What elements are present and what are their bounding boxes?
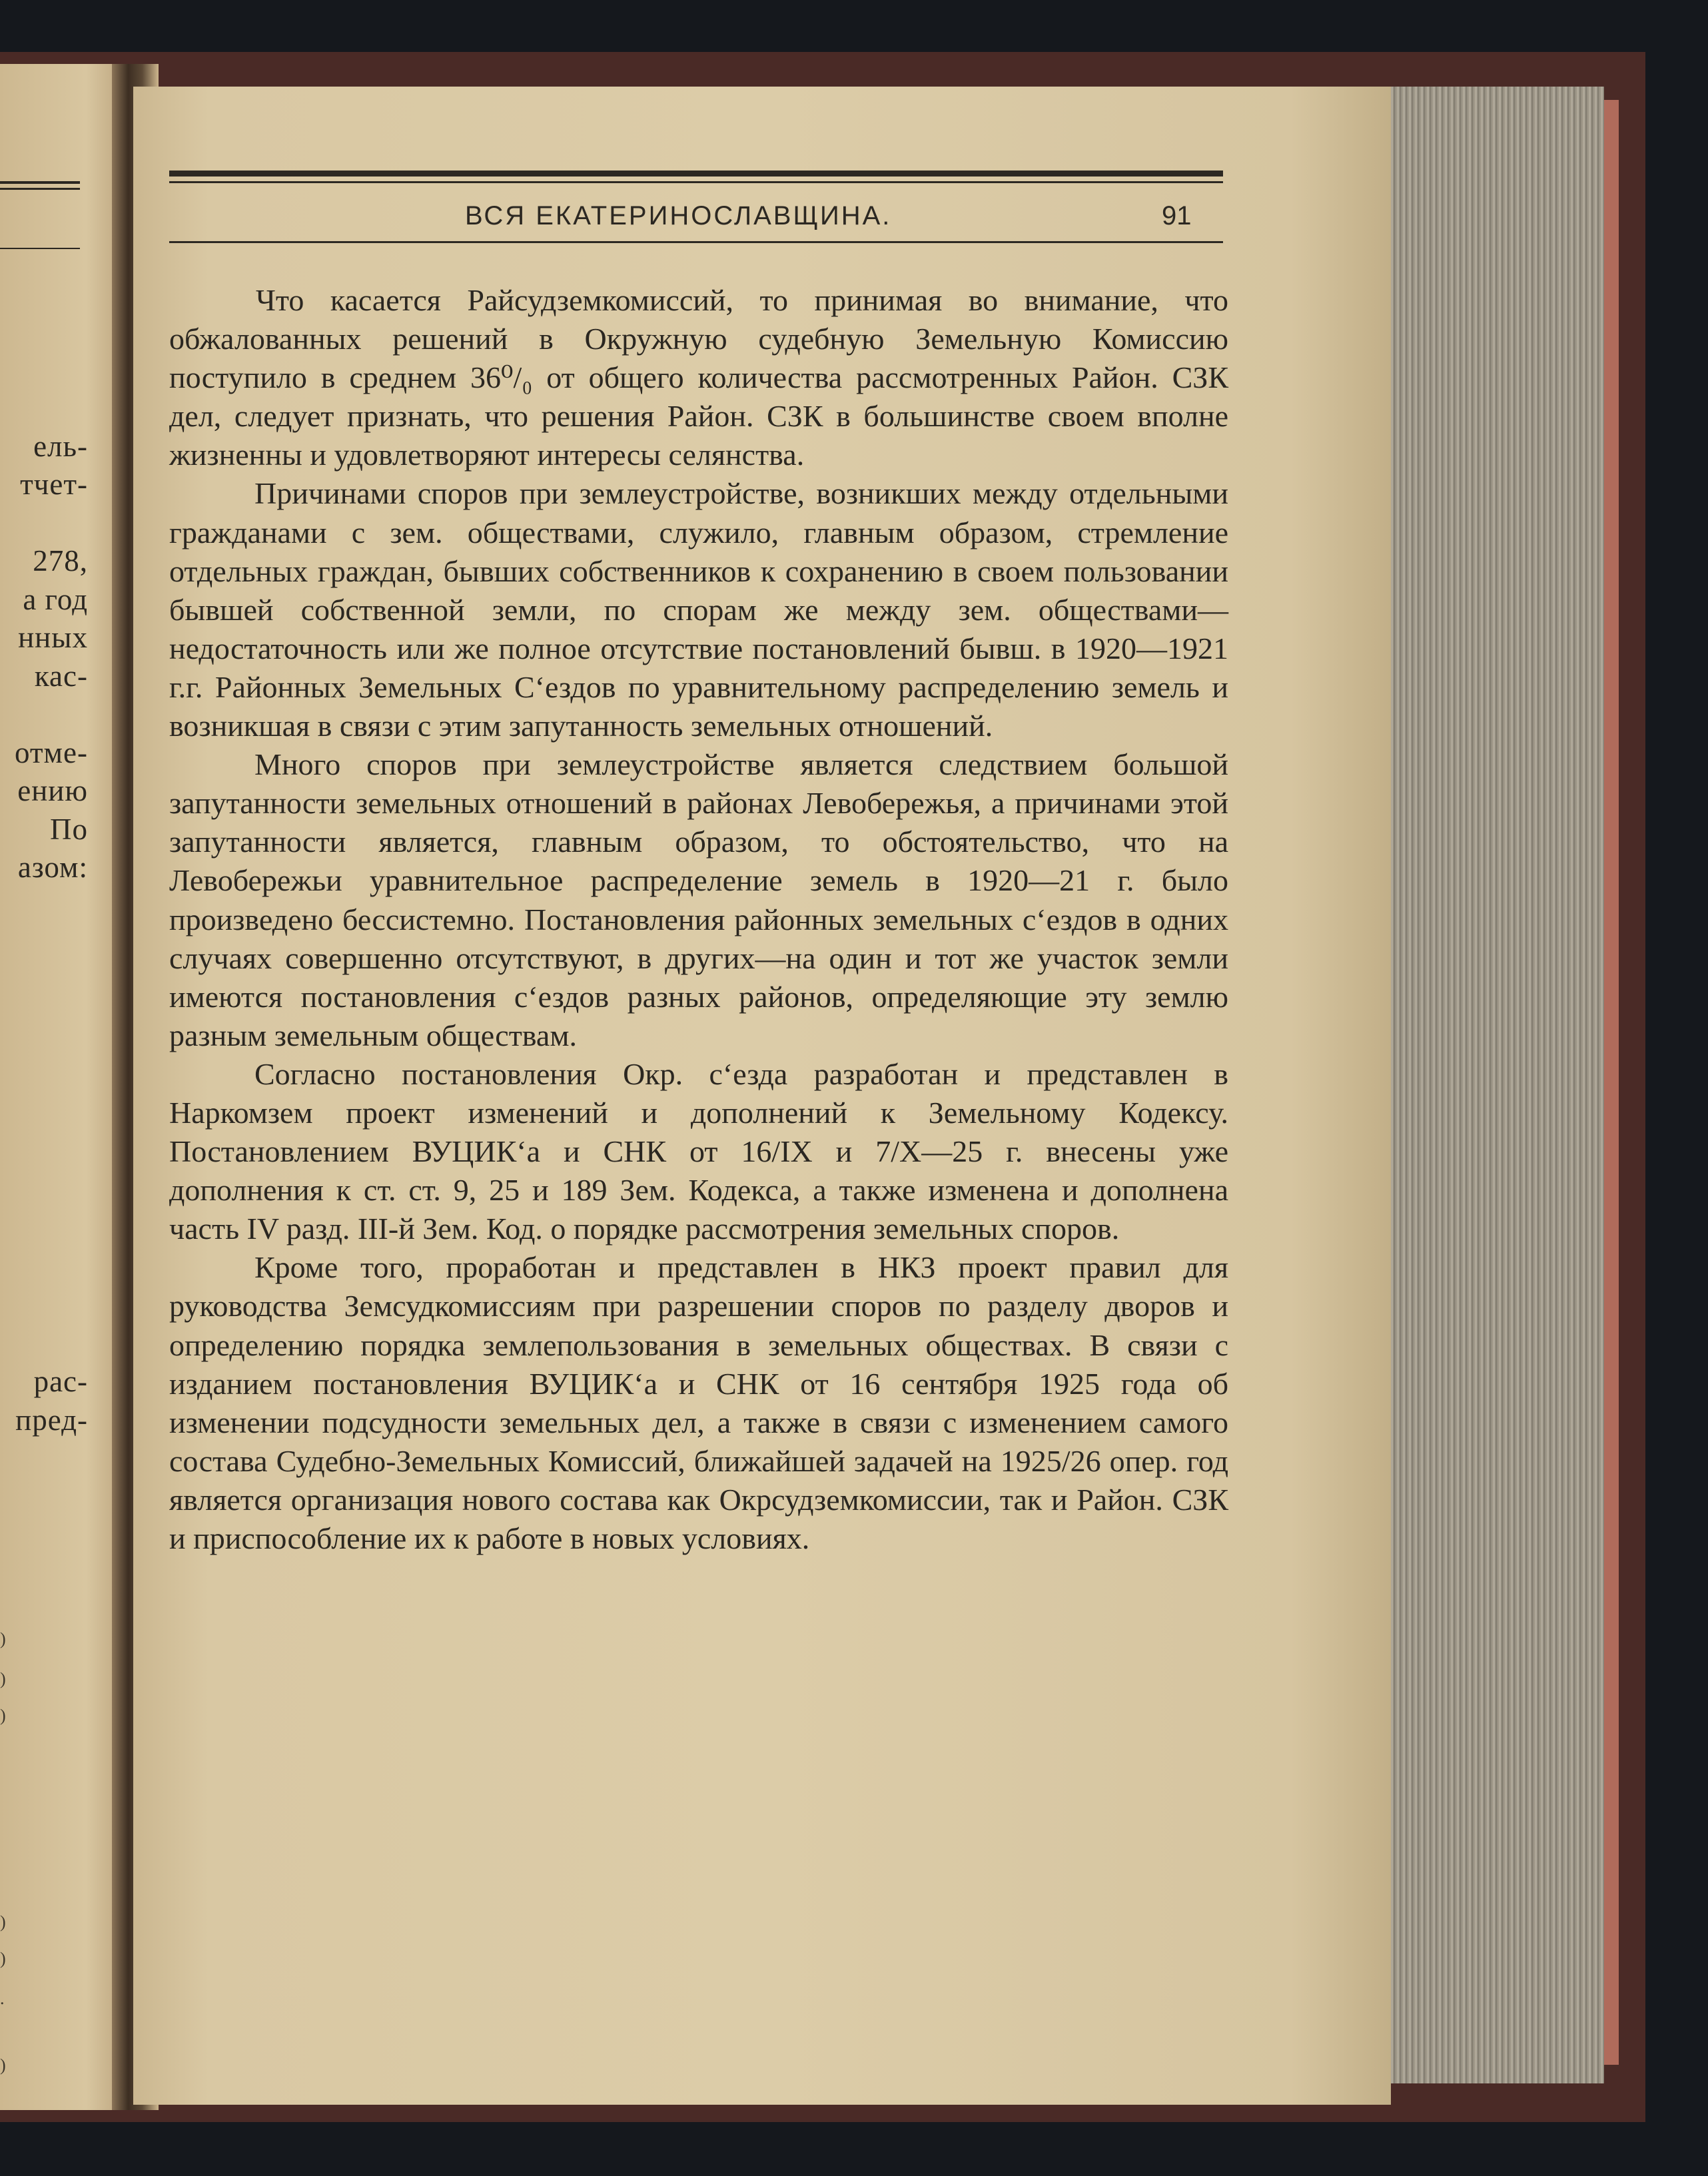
left-page-text: нных bbox=[18, 621, 88, 654]
left-page-text: рас- bbox=[33, 1365, 88, 1398]
left-page-mark: . bbox=[0, 1989, 5, 2008]
paragraph: Много споров при землеустройстве является следствием большой запутанности земельных отношений в районах Левобережья, а причинами этой запутанности является, главным образом, то обстоятельство, что на Левобережьи уравнительное распределение земель в 1920—21 г. было произведено бессистемно. Постановления районных земельных с‘ездов в одних случаях совершенно отсутствуют, в других—на один и тот же участок земли имеются постановления с‘ездов разных районов, определяющие эту землю разным земельным обществам. bbox=[169, 747, 1228, 1052]
left-page-rule bbox=[0, 248, 80, 249]
left-page-text: азом: bbox=[17, 851, 88, 884]
left-page-mark: ) bbox=[0, 2055, 6, 2075]
left-page-text: пред- bbox=[15, 1403, 88, 1437]
page-body bbox=[169, 281, 1228, 1558]
page-edges-red bbox=[1604, 100, 1619, 2065]
left-page-rule bbox=[0, 181, 80, 184]
paragraph: Кроме того, проработан и представлен в НКЗ проект правил для руководства Земсудкомиссиям при разрешении споров по разделу дворов и определению порядка землепользования в земельных обществах. В связи с изданием постановления ВУЦИК‘а и СНК от 16 сентября 1925 года об изменении подсудности земельных дел, а также в связи с изменением самого состава Судебно-Земельных Комиссий, ближайшей задачей на 1925/26 опер. год является организация нового состава как Окрсудземкомиссии, так и Район. СЗК и приспособление их к работе в новых условиях. bbox=[169, 1250, 1228, 1555]
page-number: 91 bbox=[1162, 201, 1192, 230]
left-page-text: ению bbox=[17, 774, 88, 807]
left-page-text: ель- bbox=[33, 430, 88, 463]
left-page-text: 278, bbox=[33, 544, 88, 577]
left-page-mark: ) bbox=[0, 1669, 6, 1688]
paragraph: Причинами споров при землеустройстве, возникших между отдельными гражданами с зем. обществами, служило, главным образом, стремление отдельных граждан, бывших собственников к сохранению в своем пользовании бывшей собственной земли, по спорам же между зем. обществами—недостаточность или же полное отсутствие постановлений бывш. в 1920—1921 г.г. Районных Земельных С‘ездов по уравнительному распределению земель и возникшая в связи с этим запутанность земельных отношений. bbox=[169, 476, 1228, 743]
left-page-text: кас- bbox=[34, 659, 88, 693]
left-page-text: По bbox=[50, 813, 88, 846]
paragraph: Согласно постановления Окр. с‘езда разработан и представлен в Наркомзем проект изменений и дополнений к Земельному Кодексу. Постановлением ВУЦИК‘а и СНК от 16/IX и 7/X—25 г. внесены уже дополнения к ст. ст. 9, 25 и 189 Зем. Кодекса, а также изменена и дополнена часть IV разд. III-й Зем. Код. о порядке рассмотрения земельных споров. bbox=[169, 1056, 1228, 1246]
header-rule-top bbox=[169, 171, 1223, 177]
left-page-mark: ) bbox=[0, 1706, 6, 1725]
header-rule-top-thin bbox=[169, 181, 1223, 183]
left-page-mark: ) bbox=[0, 1629, 6, 1648]
left-page-text: отме- bbox=[14, 736, 88, 769]
paragraph: Что касается Райсудземкомиссий, то принимая во внимание, что обжалованных решений в Окружную судебную Земельную Комиссию поступило в среднем 36⁰/₀ от общего количества рассмотренных Район. СЗК дел, следует признать, что решения Район. СЗК в большинстве своем вполне жизненны и удовлетворяют интересы селянства. bbox=[169, 283, 1228, 472]
left-page-mark: ) bbox=[0, 1912, 6, 1932]
left-page-text: тчет- bbox=[20, 468, 88, 501]
left-page-mark: ) bbox=[0, 1949, 6, 1968]
page-edges bbox=[1384, 87, 1604, 2083]
left-page-rule bbox=[0, 188, 80, 190]
running-head: ВСЯ ЕКАТЕРИНОСЛАВЩИНА. bbox=[465, 201, 892, 230]
left-page-text: а год bbox=[23, 583, 88, 616]
header-rule-bottom bbox=[169, 241, 1223, 243]
